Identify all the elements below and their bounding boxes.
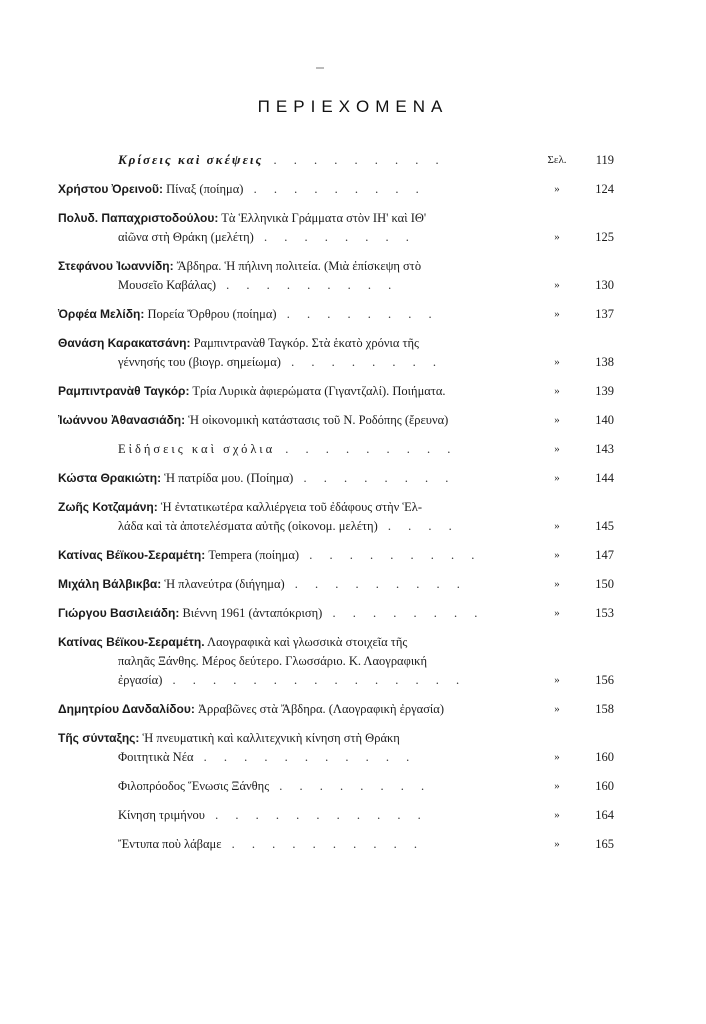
toc-author: Κατίνας Βέϊκου-Σεραμέτη. — [58, 635, 205, 649]
page-marker: » — [554, 549, 560, 561]
toc-title: Τρία Λυρικὰ ἀφιερώματα (Γιγαντζαλί). Ποιήματα. — [192, 384, 446, 398]
page-marker: » — [554, 414, 560, 426]
toc-entry-line — [58, 652, 536, 671]
toc-entry-athanasiadi — [58, 411, 618, 430]
toc-entry-body — [58, 806, 618, 825]
toc-title: Ἀρραβῶνες στὰ Ἄβδηρα. (Λαογραφικὴ ἐργασία) — [198, 702, 445, 716]
toc-entry-line — [58, 209, 536, 228]
toc-entry-body — [58, 777, 618, 796]
leader-dots: . . . . . . . . — [276, 307, 439, 321]
toc-entry-body — [58, 305, 618, 324]
toc-entry-kriseis — [58, 150, 618, 170]
toc-author: Χρήστου Ὀρεινοῦ: — [58, 182, 163, 196]
leader-dots: . . . . . . . . . . . — [193, 750, 417, 764]
page-marker: » — [554, 356, 560, 368]
toc-entry-body — [58, 334, 618, 372]
toc-title: αἰῶνα στὴ Θράκη (μελέτη) — [118, 230, 254, 244]
leader-dots: . . . . . . . . — [293, 471, 456, 485]
toc-author: Τῆς σύνταξης: — [58, 731, 140, 745]
page-marker: » — [554, 183, 560, 195]
toc-title: Ἡ οἰκονομικὴ κατάστασις τοῦ Ν. Ροδόπης (ἔρευνα) — [188, 413, 449, 427]
toc-entry-filoproodos — [58, 777, 618, 796]
toc-entry-body — [58, 633, 618, 690]
toc-entry-body — [58, 209, 618, 247]
toc-entry-body — [58, 575, 618, 594]
toc-entry-body — [58, 180, 618, 199]
toc-entry-body — [58, 382, 618, 401]
page-number: 124 — [595, 182, 614, 196]
toc-title: Λαογραφικὰ καὶ γλωσσικὰ στοιχεῖα τῆς — [207, 635, 408, 649]
page-marker: » — [554, 231, 560, 243]
page-marker: » — [554, 674, 560, 686]
toc-author: Ραμπιντρανὰθ Ταγκόρ: — [58, 384, 190, 398]
page-title: ΠΕΡΙΕΧΟΜΕΝΑ — [257, 97, 449, 116]
toc-entry-melidi — [58, 305, 618, 324]
toc-entry-body — [58, 440, 618, 459]
leader-dots: . . . . . . . . — [322, 606, 485, 620]
page-number: 165 — [595, 837, 614, 851]
page-marker: » — [554, 780, 560, 792]
toc-author: Κατίνας Βέϊκου-Σεραμέτη: — [58, 548, 206, 562]
toc-title: Βιέννη 1961 (ἀνταπόκριση) — [182, 606, 323, 620]
toc-entry-karakatsani — [58, 334, 618, 372]
page-marker: » — [554, 308, 560, 320]
toc-entry-body — [58, 729, 618, 767]
toc-title: Τὰ Ἑλληνικὰ Γράμματα στὸν ΙΗ' καὶ ΙΘ' — [221, 211, 427, 225]
page-marker: » — [554, 385, 560, 397]
toc-entry-entypa — [58, 835, 618, 854]
toc-title: Κίνηση τριμήνου — [118, 808, 205, 822]
table-of-contents — [58, 150, 618, 864]
page-number: 158 — [595, 702, 614, 716]
toc-title: Μουσεῖο Καβάλας) — [118, 278, 217, 292]
toc-entry-line — [118, 150, 536, 170]
toc-title: Ἡ πλανεύτρα (διήγημα) — [164, 577, 285, 591]
leader-dots: . . . . . . . . — [253, 230, 416, 244]
page-marker: » — [554, 838, 560, 850]
leader-dots: . . . . . . . . . — [299, 548, 482, 562]
page-number: 160 — [595, 750, 614, 764]
toc-entry-thrakioti — [58, 469, 618, 488]
page-number: 144 — [595, 471, 614, 485]
page-number: 140 — [595, 413, 614, 427]
toc-entry-kotzamani — [58, 498, 618, 536]
toc-entry-line — [58, 748, 536, 767]
leader-dots: . . . . . . . . . — [216, 278, 399, 292]
toc-entry-line — [58, 469, 536, 488]
toc-entry-line — [118, 440, 536, 459]
toc-entry-line — [58, 498, 536, 517]
toc-title: Πίναξ (ποίημα) — [166, 182, 244, 196]
page-marker: » — [554, 809, 560, 821]
toc-author: Ἰωάννου Ἀθανασιάδη: — [58, 413, 186, 427]
print-mark — [316, 67, 324, 69]
toc-author: Δημητρίου Δανδαλίδου: — [58, 702, 195, 716]
page-number: 137 — [595, 307, 614, 321]
page-marker: Σελ. — [547, 154, 567, 166]
leader-dots: . . . . . . . . . — [263, 153, 446, 167]
toc-title: ἐργασία) — [118, 673, 163, 687]
toc-entry-ioannidi — [58, 257, 618, 295]
toc-entry-line — [58, 353, 536, 372]
toc-entry-oreinou — [58, 180, 618, 199]
toc-entry-line — [58, 604, 536, 623]
toc-entry-line — [58, 228, 536, 247]
toc-title: λάδα καὶ τὰ ἀποτελέσματα αὐτῆς (οἰκονομ. μελέτη) — [118, 519, 378, 533]
toc-entry-line — [58, 700, 536, 719]
toc-entry-line — [58, 546, 536, 565]
toc-entry-line — [118, 777, 536, 796]
toc-author: Πολυδ. Παπαχριστοδούλου: — [58, 211, 219, 225]
leader-dots: . . . . . . . . . . — [221, 837, 424, 851]
toc-entry-body — [58, 498, 618, 536]
toc-title: Πορεία Ὄρθρου (ποίημα) — [147, 307, 277, 321]
toc-entry-body — [58, 546, 618, 565]
toc-title: Tempera (ποίημα) — [208, 548, 300, 562]
toc-title: παληᾶς Ξάνθης. Μέρος δεύτερο. Γλωσσάριο. Κ. Λαογραφική — [118, 654, 428, 668]
toc-entry-body — [58, 835, 618, 854]
toc-entry-veikou2 — [58, 633, 618, 690]
leader-dots: . . . . — [377, 519, 459, 533]
leader-dots: . . . . . . . . . — [284, 577, 467, 591]
toc-title: Κρίσεις καὶ σκέψεις — [118, 152, 264, 167]
toc-entry-papachristodoulou — [58, 209, 618, 247]
toc-entry-line — [58, 517, 536, 536]
toc-author: Στεφάνου Ἰωαννίδη: — [58, 259, 174, 273]
toc-entry-body — [58, 257, 618, 295]
page-marker: » — [554, 607, 560, 619]
toc-entry-line — [58, 180, 536, 199]
toc-author: Κώστα Θρακιώτη: — [58, 471, 162, 485]
page-number: 150 — [595, 577, 614, 591]
leader-dots: . . . . . . . . — [269, 779, 432, 793]
toc-entry-line — [58, 575, 536, 594]
page-marker: » — [554, 279, 560, 291]
toc-title: Εἰδήσεις καὶ σχόλια — [118, 442, 276, 456]
toc-title: Ἡ πνευματικὴ καὶ καλλιτεχνικὴ κίνηση στὴ Θράκη — [142, 731, 400, 745]
page-number: 143 — [595, 442, 614, 456]
page-marker: » — [554, 472, 560, 484]
toc-entry-line — [58, 411, 536, 430]
toc-entry-body — [58, 700, 618, 719]
toc-entry-veikou1 — [58, 546, 618, 565]
page-number: 153 — [595, 606, 614, 620]
page-number: 147 — [595, 548, 614, 562]
toc-entry-tagore — [58, 382, 618, 401]
toc-entry-line — [58, 633, 536, 652]
toc-entry-line — [58, 671, 536, 690]
toc-entry-dandalidou — [58, 700, 618, 719]
toc-title: Ραμπιντρανὰθ Ταγκόρ. Στὰ ἑκατὸ χρόνια τῆς — [193, 336, 420, 350]
toc-title: γέννησής του (βιογρ. σημείωμα) — [118, 355, 281, 369]
toc-entry-line — [58, 257, 536, 276]
page-marker: » — [554, 443, 560, 455]
page-number: 160 — [595, 779, 614, 793]
toc-title: Ἡ πατρίδα μου. (Ποίημα) — [164, 471, 294, 485]
page-number: 164 — [595, 808, 614, 822]
toc-entry-body — [58, 411, 618, 430]
toc-entry-line — [58, 305, 536, 324]
page-number: 130 — [595, 278, 614, 292]
page-number: 156 — [595, 673, 614, 687]
leader-dots: . . . . . . . . — [280, 355, 443, 369]
page-marker: » — [554, 578, 560, 590]
toc-author: Θανάση Καρακατσάνη: — [58, 336, 191, 350]
toc-title: Φοιτητικὰ Νέα — [118, 750, 194, 764]
toc-entry-body — [58, 604, 618, 623]
page-marker: » — [554, 520, 560, 532]
toc-entry-body — [58, 150, 618, 170]
leader-dots: . . . . . . . . . — [243, 182, 426, 196]
leader-dots: . . . . . . . . . . . — [204, 808, 428, 822]
toc-title: Ἄβδηρα. Ἡ πήλινη πολιτεία. (Μιὰ ἐπίσκεψη στὸ — [176, 259, 422, 273]
toc-author: Ὀρφέα Μελίδη: — [58, 307, 145, 321]
toc-entry-vasileiadi — [58, 604, 618, 623]
toc-entry-line — [58, 382, 536, 401]
toc-title: Φιλοπρόοδος Ἕνωσις Ξάνθης — [118, 779, 270, 793]
page-number: 119 — [595, 153, 614, 167]
page-number: 139 — [595, 384, 614, 398]
toc-entry-eidiseis — [58, 440, 618, 459]
toc-entry-line — [118, 835, 536, 854]
page-number: 125 — [595, 230, 614, 244]
toc-title: Ἔντυπα ποὺ λάβαμε — [118, 837, 222, 851]
leader-dots: . . . . . . . . . . . . . . . — [162, 673, 467, 687]
page-marker: » — [554, 703, 560, 715]
toc-author: Μιχάλη Βάλβικβα: — [58, 577, 162, 591]
toc-entry-body — [58, 469, 618, 488]
toc-entry-line — [118, 806, 536, 825]
toc-title: Ἡ ἐντατικωτέρα καλλιέργεια τοῦ ἐδάφους στὴν Ἑλ- — [160, 500, 422, 514]
toc-entry-line — [58, 276, 536, 295]
page-number: 145 — [595, 519, 614, 533]
page-marker: » — [554, 751, 560, 763]
toc-author: Ζωῆς Κοτζαμάνη: — [58, 500, 158, 514]
page-number: 138 — [595, 355, 614, 369]
toc-entry-line — [58, 334, 536, 353]
toc-entry-kinisi — [58, 806, 618, 825]
toc-entry-valvikva — [58, 575, 618, 594]
toc-entry-line — [58, 729, 536, 748]
leader-dots: . . . . . . . . . — [275, 442, 458, 456]
toc-entry-syntaxi — [58, 729, 618, 767]
toc-author: Γιώργου Βασιλειάδη: — [58, 606, 180, 620]
